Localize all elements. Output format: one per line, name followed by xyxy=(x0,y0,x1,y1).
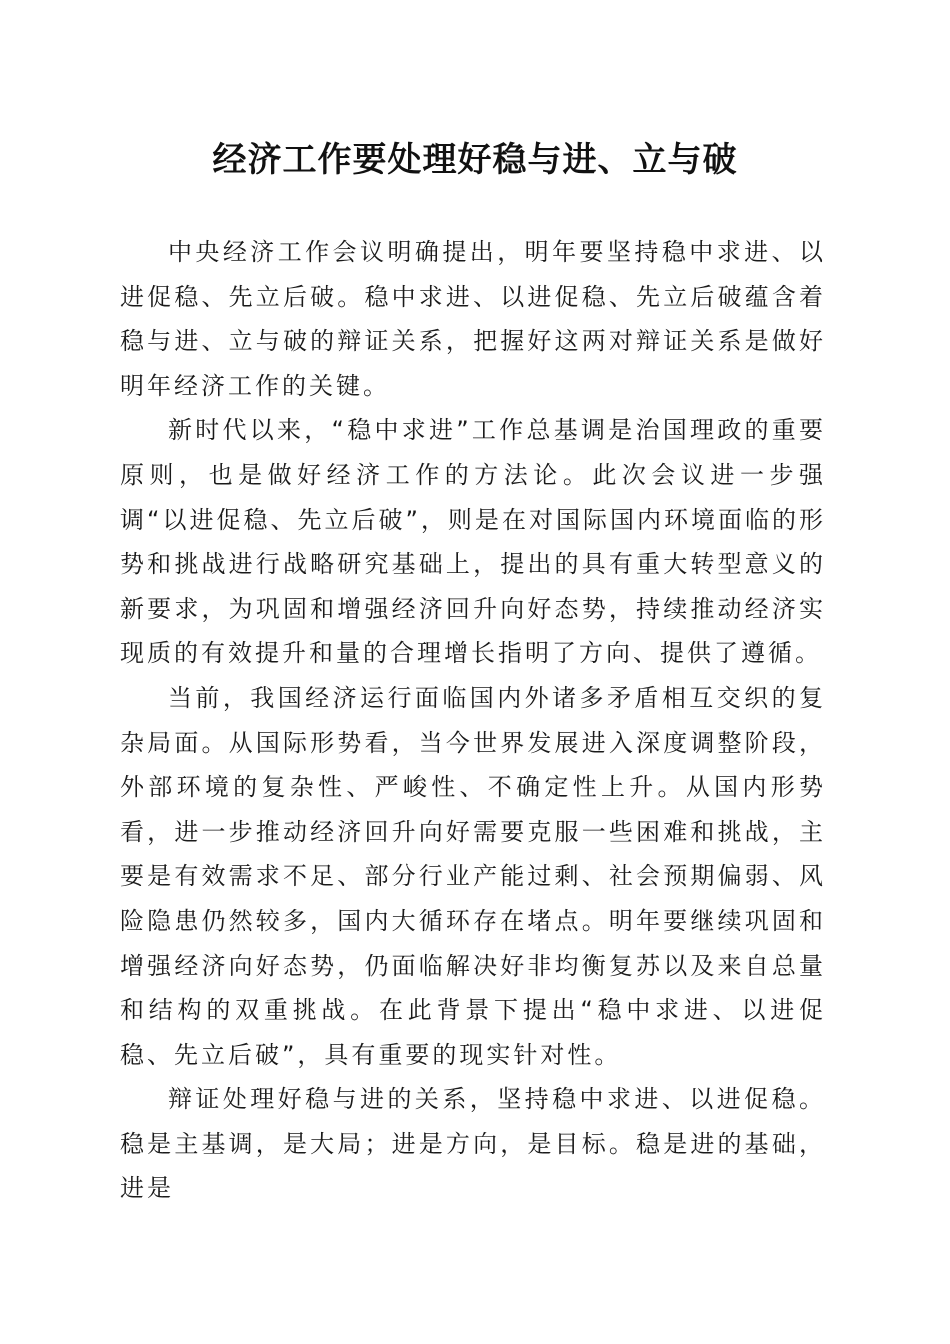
document-title: 经济工作要处理好稳与进、立与破 xyxy=(212,140,738,180)
paragraph-2: 新时代以来，“稳中求进”工作总基调是治国理政的重要原则，也是做好经济工作的方法论。此次会议进一步强调“以进促稳、先立后破”，则是在对国际国内环境面临的形势和挑战进行战略研究基础上，提出的具有重大转型意义的新要求，为巩固和增强经济回升向好态势，持续推动经济实现质的有效提升和量的合理增长指明了方向、提供了遵循。 xyxy=(120,416,826,668)
document-body xyxy=(120,230,826,1211)
paragraph-4: 辩证处理好稳与进的关系，坚持稳中求进、以进促稳。稳是主基调，是大局；进是方向，是目标。稳是进的基础，进是 xyxy=(120,1085,826,1203)
paragraph-3: 当前，我国经济运行面临国内外诸多矛盾相互交织的复杂局面。从国际形势看，当今世界发展进入深度调整阶段，外部环境的复杂性、严峻性、不确定性上升。从国内形势看，进一步推动经济回升向好需要克服一些困难和挑战，主要是有效需求不足、部分行业产能过剩、社会预期偏弱、风险隐患仍然较多，国内大循环存在堵点。明年要继续巩固和增强经济向好态势，仍面临解决好非均衡复苏以及来自总量和结构的双重挑战。在此背景下提出“稳中求进、以进促稳、先立后破”，具有重要的现实针对性。 xyxy=(120,683,826,1069)
paragraph-1: 中央经济工作会议明确提出，明年要坚持稳中求进、以进促稳、先立后破。稳中求进、以进促稳、先立后破蕴含着稳与进、立与破的辩证关系，把握好这两对辩证关系是做好明年经济工作的关键。 xyxy=(120,238,826,400)
